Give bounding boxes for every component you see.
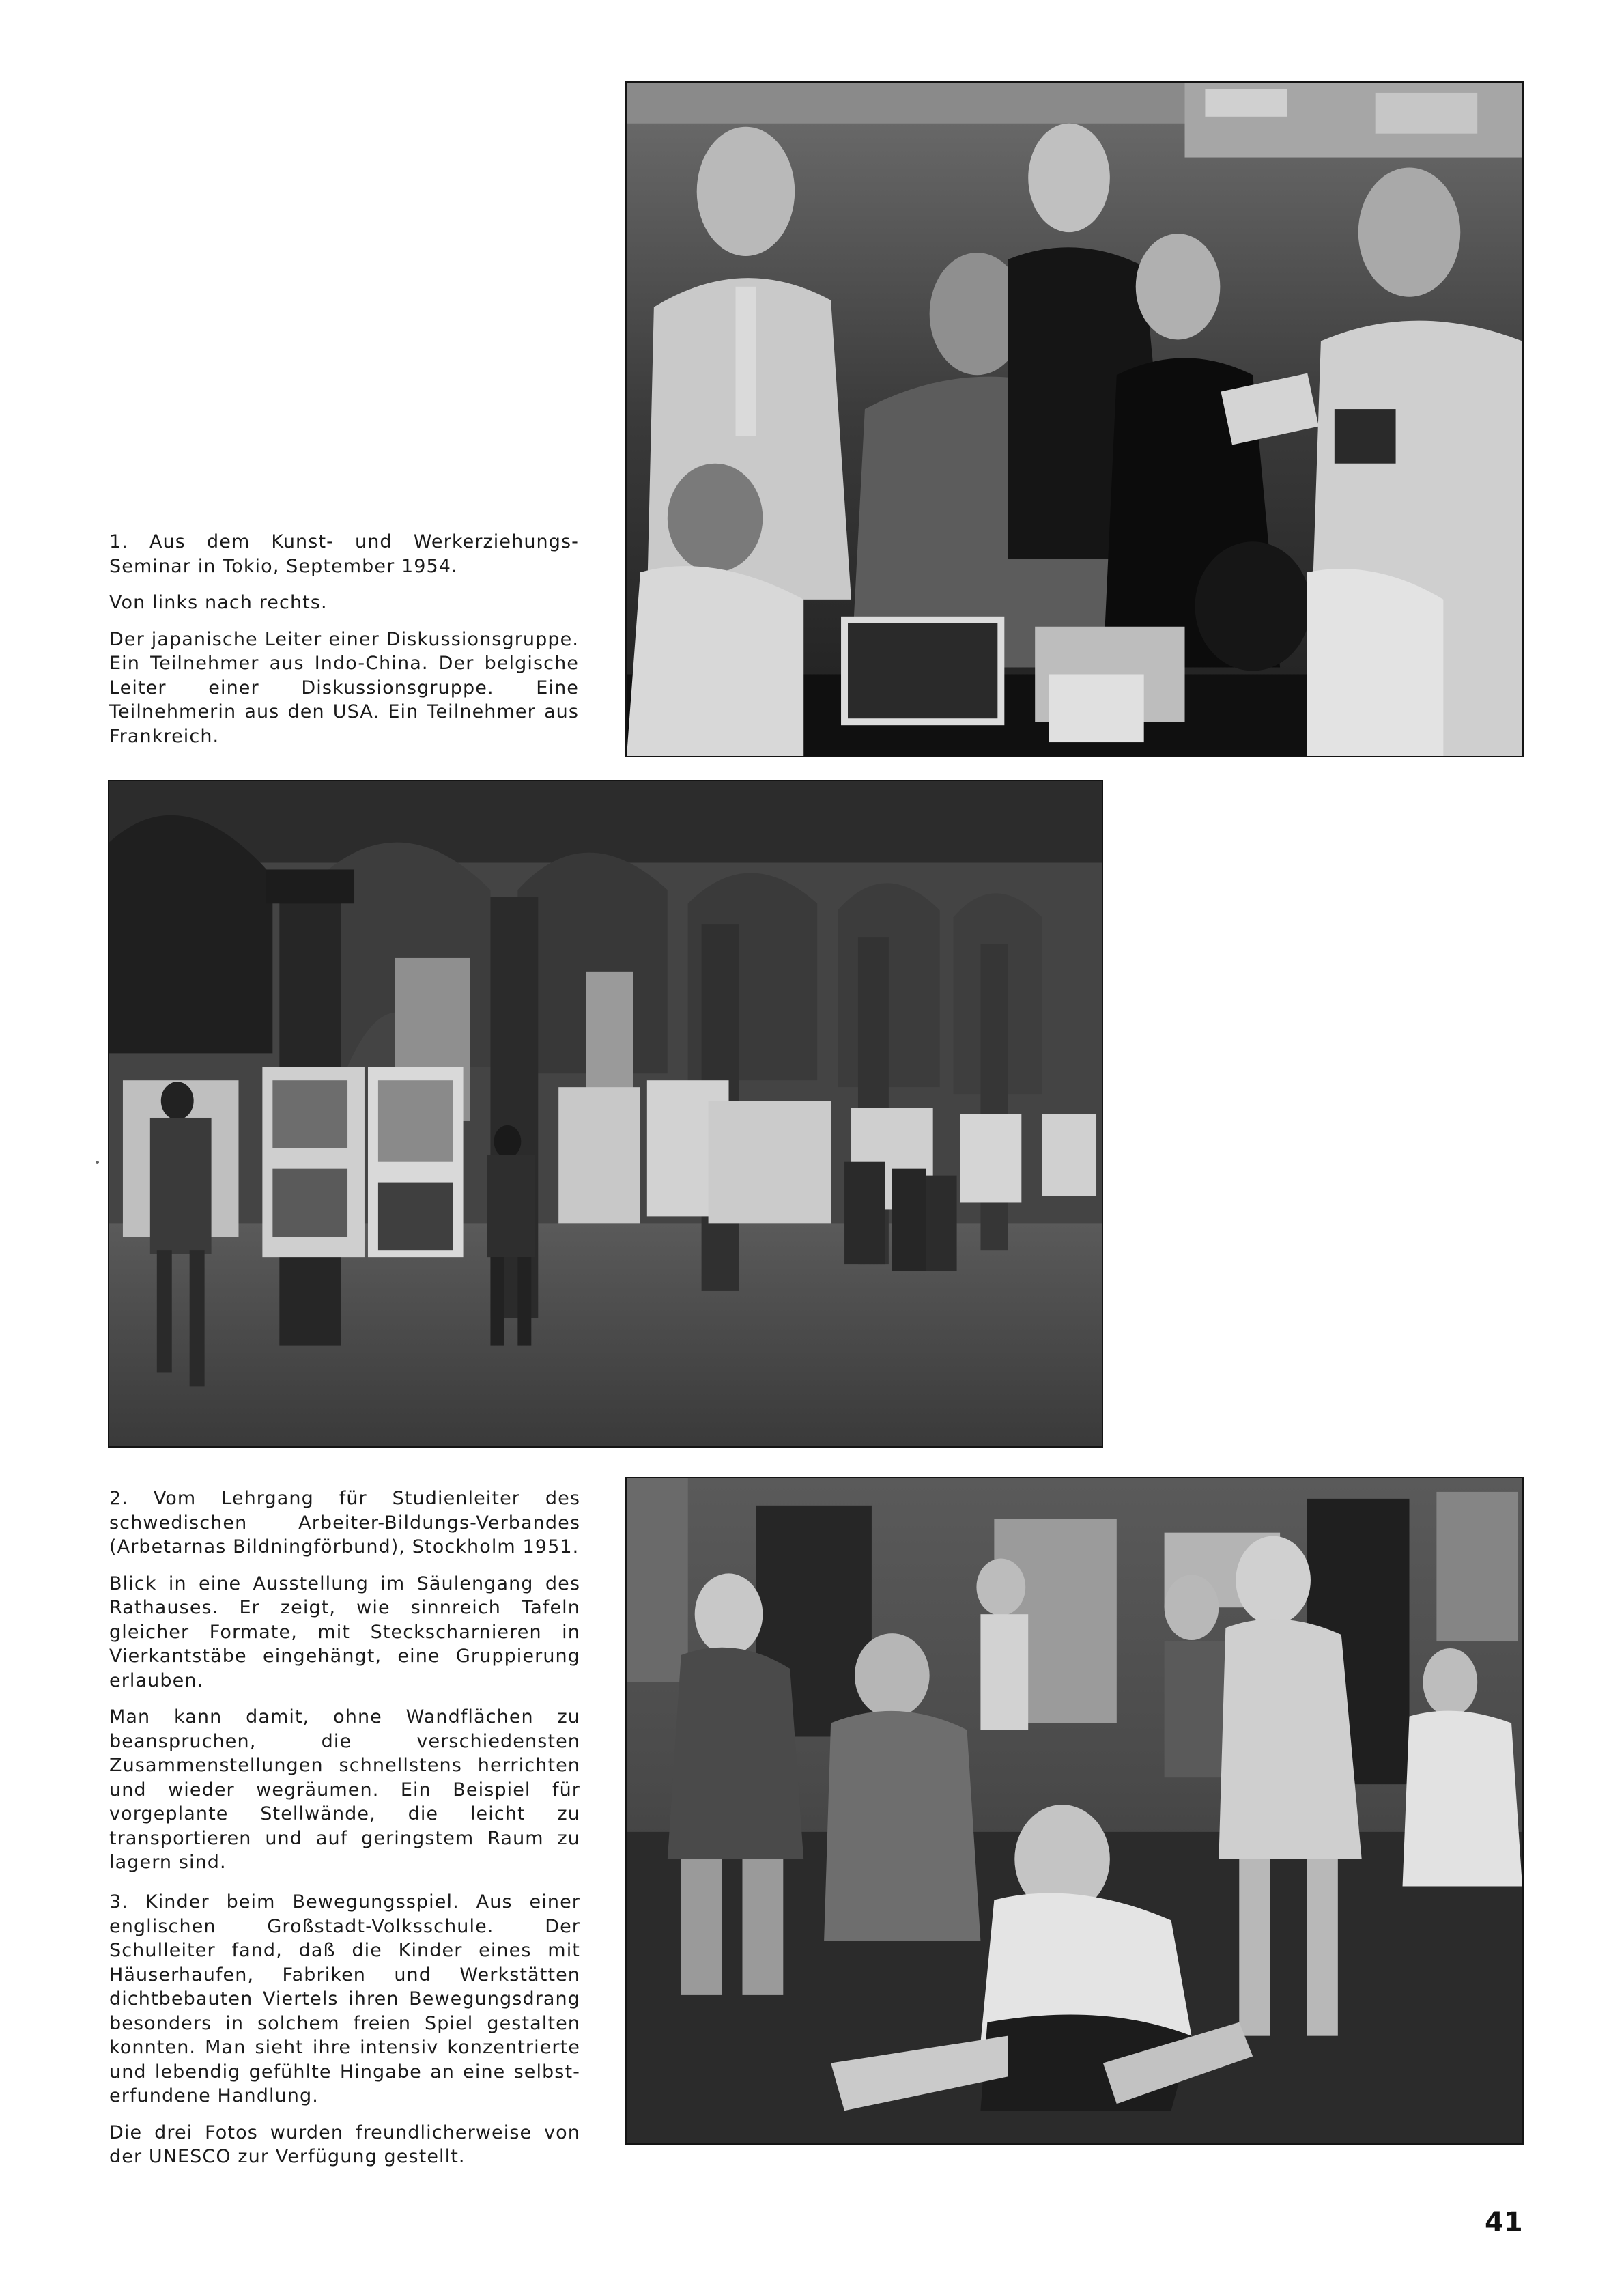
print-speck bbox=[96, 1161, 99, 1164]
caption-1-title: 1. Aus dem Kunst- und Werkerziehungs-Seminar in Tokio, September 1954. bbox=[109, 531, 579, 577]
figure-2-caption bbox=[109, 1486, 580, 1887]
figure-2-photo bbox=[108, 780, 1103, 1448]
caption-1-line: Von links nach rechts. bbox=[109, 592, 328, 613]
children-movement-image bbox=[627, 1478, 1522, 2143]
caption-1-body: Der japanische Leiter einer Diskussionsgruppe. Ein Teilnehmer aus Indo-China. Der belgische Leiter einer Diskussionsgruppe. Eine Teilnehmerin aus den USA. Ein Teilnehmer aus Frankreich. bbox=[109, 628, 579, 747]
caption-2-body: Blick in eine Ausstellung im Säulengang des Rathauses. Er zeigt, wie sinnreich Tafeln gleicher Formate, mit Steckscharnieren in Vierkantstäbe eingehängt, eine Gruppierung erlauben. bbox=[109, 1572, 580, 1691]
caption-3-body: 3. Kinder beim Bewegungsspiel. Aus einer englischen Großstadt-Volksschule. Der Schulleiter fand, daß die Kinder eines mit Häuserhaufen, Fabriken und Werkstätten dichtbebauten Viertels ihren Bewegungsdrang besonders in solchem freien Spiel gestalten konnten. Man sieht ihre intensiv konzentrierte und lebendig gefühlte Hingabe an eine selbst-erfundene Handlung. bbox=[109, 1891, 580, 2106]
arcade-exhibition-image bbox=[109, 781, 1102, 1446]
figure-1-photo bbox=[625, 81, 1524, 757]
figure-3-caption bbox=[109, 1890, 580, 2182]
caption-3-credit: Die drei Fotos wurden freundlicherweise von der UNESCO zur Verfügung gestellt. bbox=[109, 2121, 580, 2167]
figure-1-caption bbox=[109, 530, 579, 761]
caption-2-title: 2. Vom Lehrgang für Studienleiter des schwedischen Arbeiter-Bildungs-Verbandes (Arbetarnas Bildningförbund), Stockholm 1951. bbox=[109, 1488, 580, 1557]
page-number: 41 bbox=[1485, 2207, 1523, 2238]
seminar-group-image bbox=[627, 83, 1522, 756]
caption-2-body-2: Man kann damit, ohne Wandflächen zu beanspruchen, die verschiedensten Zusammenstellungen schnellstens herrichten und wieder wegräumen. Ein Beispiel für vorgeplante Stellwände, die leicht zu transportieren und auf geringstem Raum zu lagern sind. bbox=[109, 1706, 580, 1873]
figure-3-photo bbox=[625, 1477, 1524, 2145]
